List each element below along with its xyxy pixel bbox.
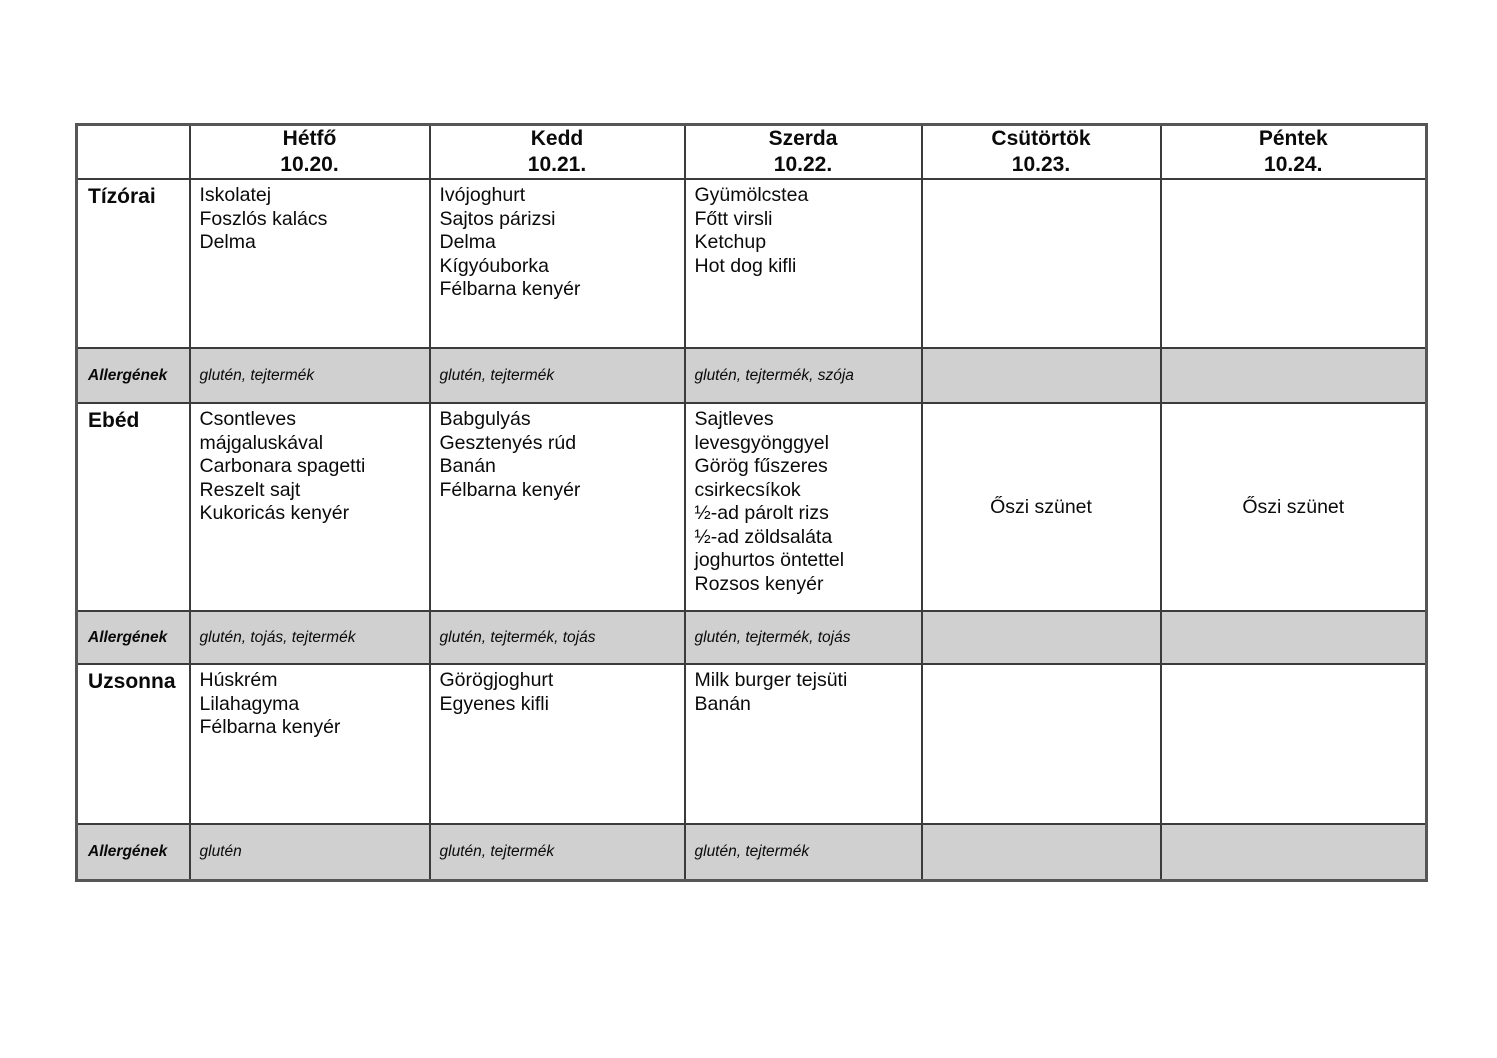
allergen-ebed-tuesday: glutén, tejtermék, tojás [430, 611, 685, 664]
day-date: 10.23. [1011, 153, 1071, 176]
row-uzsonna [77, 664, 1427, 824]
row-allergen-tizorai [77, 348, 1427, 403]
section-label-ebed: Ebéd [77, 403, 190, 611]
menu-item: Sajtos párizsi [439, 207, 556, 230]
menu-item: Félbarna kenyér [439, 478, 581, 501]
day-name: Péntek [1258, 127, 1328, 150]
allergen-ebed-thursday [922, 611, 1161, 664]
day-date: 10.24. [1264, 153, 1323, 176]
day-date: 10.20. [280, 153, 339, 176]
allergen-uzsonna-friday [1161, 824, 1427, 880]
allergen-uzsonna-tuesday: glutén, tejtermék [430, 824, 685, 880]
menu-item: ½-ad zöldsaláta joghurtos öntettel [694, 525, 845, 571]
day-header-monday [190, 125, 430, 180]
allergen-uzsonna-thursday [922, 824, 1161, 880]
row-tizorai [77, 179, 1427, 348]
allergen-label: Allergének [77, 348, 190, 403]
day-header-thursday [922, 125, 1161, 180]
menu-item: Foszlós kalács [199, 207, 328, 230]
corner-cell [77, 125, 190, 180]
menu-item: Ivójoghurt [439, 184, 526, 206]
menu-item: Delma [439, 231, 496, 253]
day-header-wednesday [685, 125, 922, 180]
menu-item: Delma [199, 231, 256, 253]
day-header-tuesday [430, 125, 685, 180]
day-name: Szerda [768, 127, 838, 150]
menu-item: Húskrém [199, 669, 278, 691]
menu-item: Félbarna kenyér [439, 278, 581, 300]
allergen-uzsonna-wednesday: glutén, tejtermék [685, 824, 922, 880]
menu-tizorai-tuesday [430, 179, 685, 348]
allergen-ebed-friday [1161, 611, 1427, 664]
menu-item: Egyenes kifli [439, 692, 549, 715]
holiday-notice-friday: Őszi szünet [1161, 403, 1427, 611]
menu-item: Gesztenyés rúd [439, 431, 577, 454]
row-allergen-ebed [77, 611, 1427, 664]
day-header-friday [1161, 125, 1427, 180]
row-allergen-uzsonna [77, 824, 1427, 880]
menu-item: Rozsos kenyér [694, 572, 824, 595]
menu-item: Félbarna kenyér [199, 716, 341, 738]
header-row [77, 125, 1427, 180]
menu-uzsonna-monday [190, 664, 430, 824]
menu-item: Kukoricás kenyér [199, 502, 350, 524]
menu-item: Carbonara spagetti [199, 455, 366, 477]
allergen-label: Allergének [77, 611, 190, 664]
menu-item: Banán [439, 455, 496, 477]
menu-item: Görögjoghurt [439, 669, 554, 691]
menu-uzsonna-friday [1161, 664, 1427, 824]
section-label-tizorai: Tízórai [77, 179, 190, 348]
menu-item: Csontleves májgaluskával [199, 408, 324, 454]
menu-ebed-tuesday [430, 403, 685, 611]
allergen-ebed-monday: glutén, tojás, tejtermék [190, 611, 430, 664]
section-label-uzsonna: Uzsonna [77, 664, 190, 824]
menu-tizorai-friday [1161, 179, 1427, 348]
menu-item: Hot dog kifli [694, 254, 797, 277]
menu-item: Gyümölcstea [694, 184, 809, 206]
menu-item: Babgulyás [439, 408, 531, 430]
allergen-tizorai-friday [1161, 348, 1427, 403]
day-name: Csütörtök [991, 127, 1091, 150]
menu-item: Sajtleves levesgyönggyel [694, 408, 829, 454]
day-name: Hétfő [282, 127, 337, 150]
menu-ebed-monday [190, 403, 430, 611]
menu-item: Milk burger tejsüti [694, 669, 848, 691]
allergen-tizorai-monday: glutén, tejtermék [190, 348, 430, 403]
menu-tizorai-wednesday [685, 179, 922, 348]
menu-item: Banán [694, 692, 751, 715]
weekly-menu-table [75, 123, 1428, 882]
allergen-label: Allergének [77, 824, 190, 880]
allergen-ebed-wednesday: glutén, tejtermék, tojás [685, 611, 922, 664]
menu-ebed-wednesday [685, 403, 922, 611]
menu-uzsonna-tuesday [430, 664, 685, 824]
allergen-tizorai-tuesday: glutén, tejtermék [430, 348, 685, 403]
allergen-uzsonna-monday: glutén [190, 824, 430, 880]
day-date: 10.21. [527, 153, 587, 176]
holiday-notice-thursday: Őszi szünet [922, 403, 1161, 611]
row-ebed [77, 403, 1427, 611]
menu-item: Iskolatej [199, 184, 272, 206]
menu-item: Görög fűszeres csirkecsíkok [694, 455, 828, 501]
menu-tizorai-thursday [922, 179, 1161, 348]
menu-uzsonna-thursday [922, 664, 1161, 824]
menu-tizorai-monday [190, 179, 430, 348]
menu-uzsonna-wednesday [685, 664, 922, 824]
day-date: 10.22. [773, 153, 833, 176]
menu-item: Ketchup [694, 231, 767, 253]
day-name: Kedd [530, 127, 584, 150]
menu-item: Lilahagyma [199, 692, 300, 715]
menu-item: Kígyóuborka [439, 254, 549, 277]
menu-item: Főtt virsli [694, 207, 773, 230]
menu-item: Reszelt sajt [199, 478, 301, 501]
allergen-tizorai-thursday [922, 348, 1161, 403]
menu-item: ½-ad párolt rizs [694, 502, 829, 524]
allergen-tizorai-wednesday: glutén, tejtermék, szója [685, 348, 922, 403]
